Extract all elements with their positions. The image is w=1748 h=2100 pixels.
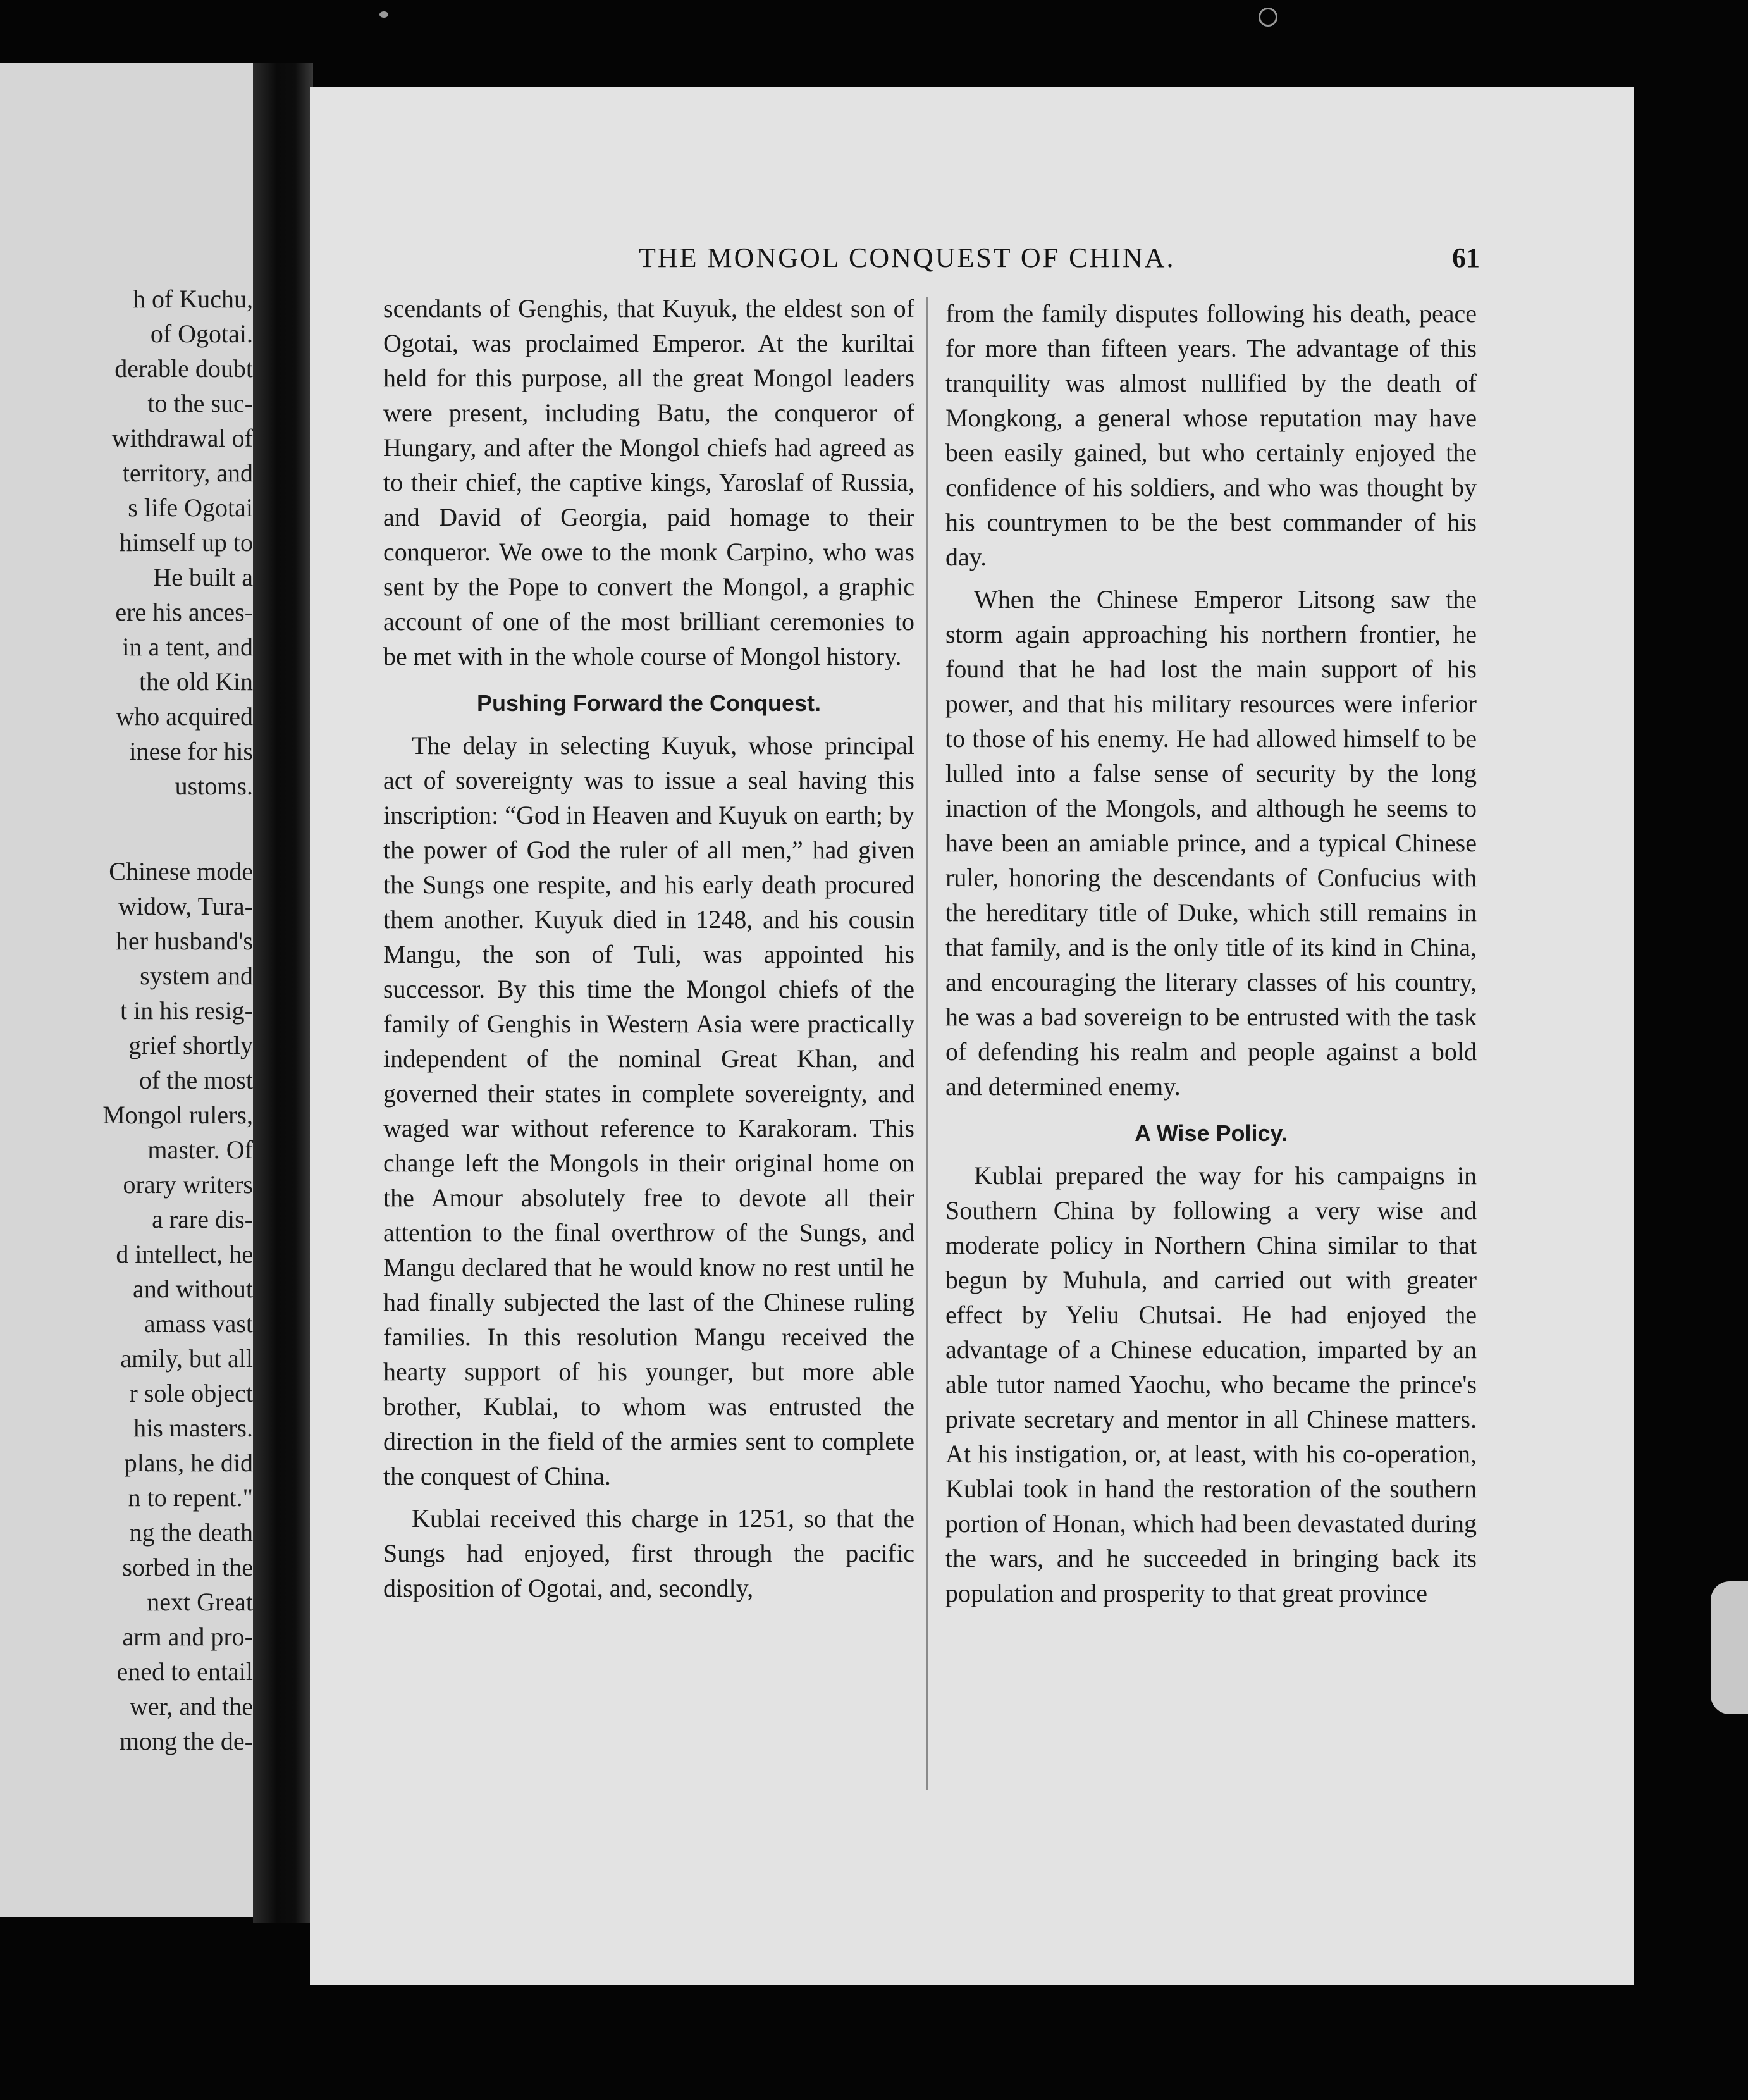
left-page-line: sorbed in the [122,1553,253,1581]
left-page-text [89,281,253,1758]
left-page-line: s life Ogotai [128,493,253,522]
paragraph: Kublai received this charge in 1251, so that the Sungs had enjoyed, first through the pacific disposition of Ogotai, and, secondly, [383,1504,914,1602]
left-page-line: t in his resig- [120,996,253,1025]
paragraph: Kublai prepared the way for his campaigns in Southern China by following a very wise and moderate policy in Northern China similar to that begun by Muhula, and carried out with greater effect by Yeliu Chutsai. He had enjoyed the advantage of a Chinese education, imparted by an able tutor named Yaochu, who became the prince's private secretary and mentor in all Chinese matters. At his instigation, or, at least, with his co-operation, Kublai took in hand the restoration of the southern portion of Honan, which had been devastated during the wars, and he succeeded in bringing back its population and prosperity to that great province [945,1161,1477,1607]
left-page-line: of Ogotai. [150,319,253,348]
scan-speck [1259,8,1277,27]
left-page-line: to the suc- [147,389,253,417]
left-page-line: widow, Tura- [118,892,253,920]
page-number: 61 [1452,242,1480,273]
left-page-line: ere his ances- [115,598,253,626]
left-page-line: in a tent, and [122,633,253,661]
left-page-line: system and [140,961,253,990]
left-page-line: and without [133,1275,253,1303]
paragraph: The delay in selecting Kuyuk, whose principal act of sovereignty was to issue a seal having this inscription: “God in Heaven and Kuyuk on earth; by the power of God the ruler of all men,” had given the Sungs one respite, and his early death procured them another. Kuyuk died in 1248, and his cousin Mangu, the son of Tuli, was appointed his successor. By this time the Mongol chiefs of the family of Genghis in Western Asia were practically independent of the nominal Great Khan, and governed their states in complete sovereignty, and waged war without reference to Karakoram. This change left the Mongols in their original home on the Amour absolutely free to devote all their attention to the final overthrow of the Sungs, and Mangu declared that he would know no rest until he had finally subjected the last of the Chinese ruling families. In this resolution Mangu received the hearty support of his younger, but more able brother, Kublai, to whom was entrusted the direction in the field of the armies sent to complete the conquest of China. [383,731,914,1490]
paragraph: When the Chinese Emperor Litsong saw the storm again approaching his northern frontier, he found that he had lost the main support of his power, and that his military resources were inferior to those of his enemy. He had allowed himself to be lulled into a false sense of security by the long inaction of the Mongols, and although he seems to have been an amiable prince, and a typical Chinese ruler, honoring the descendants of Confucius with the hereditary title of Duke, which still remains in that family, and is the only title of its kind in China, and encouraging the literary classes of his country, he was a bad sovereign to be entrusted with the task of defending his realm and people against a bold and determined enemy. [945,585,1477,1101]
paragraph: scendants of Genghis, that Kuyuk, the eldest son of Ogotai, was proclaimed Emperor. At the kuriltai held for this purpose, all the great Mongol leaders were present, including Batu, the conqueror of Hungary, and after the Mongol chiefs had agreed as to their chief, the captive kings, Yaroslaf of Russia, and David of Georgia, paid homage to their conqueror. We owe to the monk Carpino, who was sent by the Pope to convert the Mongol, a graphic account of one of the most brilliant ceremonies to be met with in the whole course of Mongol history. [383,294,914,670]
text-column-right [945,296,1477,1618]
section-heading: Pushing Forward the Conquest. [476,690,821,716]
page-edge-artifact [1711,1581,1748,1714]
left-page-line: h of Kuchu, [133,285,253,313]
left-page-line: inese for his [129,737,253,765]
left-page-line: next Great [147,1588,253,1616]
left-page-line: a rare dis- [152,1205,253,1233]
left-page-line: territory, and [122,459,253,487]
left-page-line: her husband's [115,927,253,955]
book-gutter [253,63,313,1923]
section-heading: A Wise Policy. [1135,1120,1288,1146]
left-page-line: who acquired [116,702,253,731]
text-column-left [383,291,914,1613]
left-page-line: his masters. [133,1414,253,1442]
running-title: THE MONGOL CONQUEST OF CHINA. [639,242,1176,273]
left-page-line: mong the de- [119,1727,253,1755]
left-page-line: ustoms. [175,772,253,800]
left-page-line: wer, and the [130,1692,253,1720]
left-page-fragment [0,63,253,1917]
left-page-line [89,803,253,854]
paragraph: from the family disputes following his death, peace for more than fifteen years. The advantage of this tranquility was almost nullified by the death of Mongkong, a general whose reputation may have been easily gained, but who certainly enjoyed the confidence of his soldiers, and who was thought by his countrymen to be the best commander of his day. [945,299,1477,571]
left-page-line: amass vast [144,1309,253,1338]
left-page-line: master. Of [147,1135,253,1164]
left-page-line: r sole object [129,1379,253,1407]
left-page-line: ng the death [129,1518,253,1547]
left-page-line: derable doubt [114,354,253,383]
left-page-line: amily, but all [120,1344,253,1373]
left-page-line: himself up to [119,528,253,557]
left-page-line: arm and pro- [122,1622,253,1651]
left-page-line: ened to entail [116,1657,253,1686]
left-page-line: withdrawal of [111,424,253,452]
left-page-line: d intellect, he [116,1240,253,1268]
left-page-line: orary writers [123,1170,253,1199]
left-page-line: He built a [153,563,253,591]
left-page-line: of the most [139,1066,253,1094]
left-page-line: plans, he did [124,1448,253,1477]
running-header [639,242,1486,280]
left-page-line: Mongol rulers, [102,1101,253,1129]
left-page-line: grief shortly [128,1031,253,1059]
left-page-line: the old Kin [139,667,253,696]
scan-speck [379,11,388,18]
left-page-line: n to repent." [128,1483,253,1512]
left-page-line: Chinese mode [109,857,253,886]
column-divider [926,297,928,1790]
